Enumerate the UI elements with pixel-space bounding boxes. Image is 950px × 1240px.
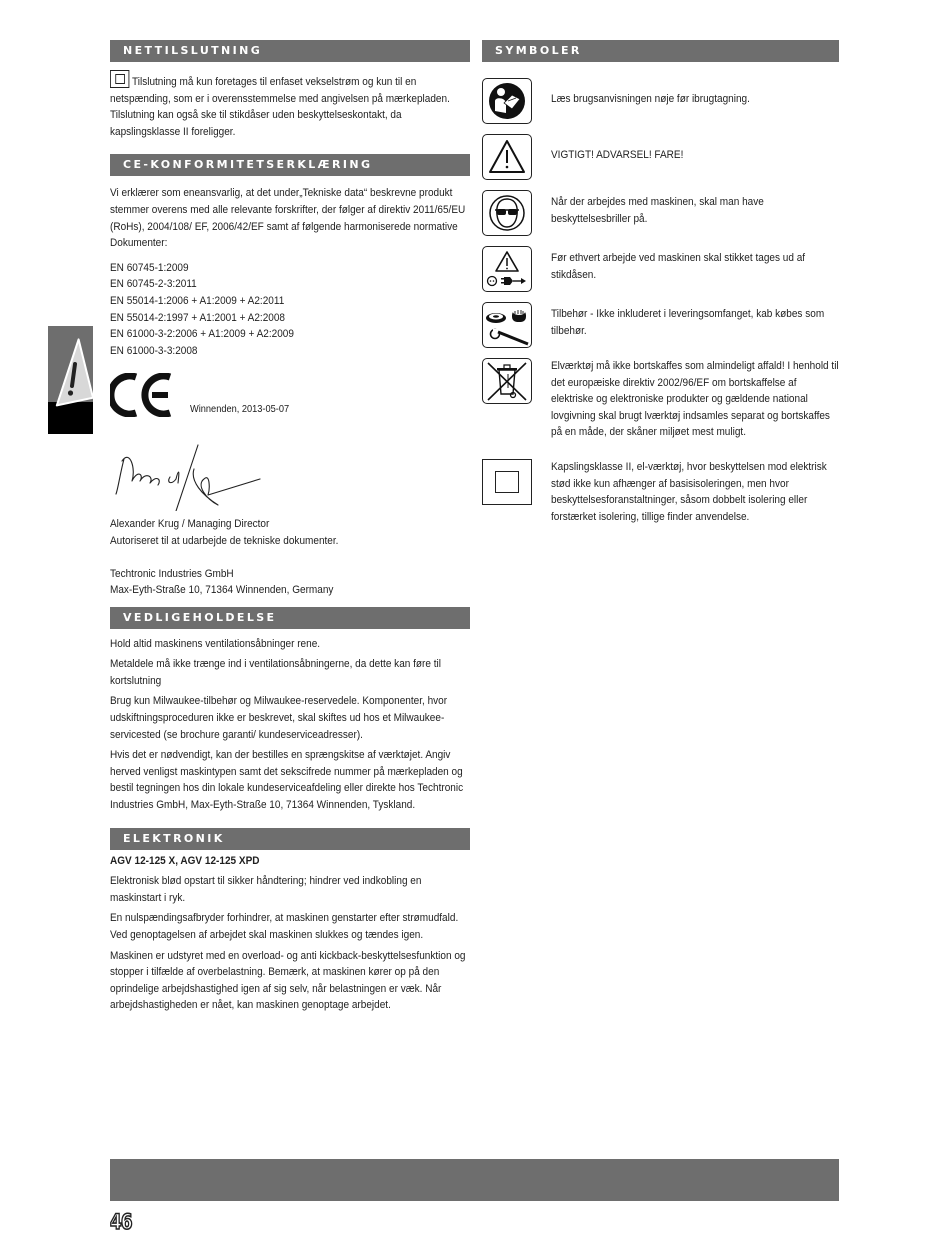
right-column [482, 40, 839, 525]
place-date: Winnenden, 2013-05-07 [190, 403, 290, 416]
standard-item: EN 60745-1:2009 [110, 261, 189, 274]
side-warning-tab [48, 326, 93, 434]
nettilslutning-paragraph [110, 70, 470, 140]
authorized-text: Autoriseret til at udarbejde de tekniske dokumenter. [110, 534, 339, 547]
section-header-ce: CE-KONFORMITETSERKLÆRING [110, 154, 470, 176]
read-manual-icon [482, 78, 532, 124]
company-address: Max-Eyth-Straße 10, 71364 Winnenden, Germany [110, 584, 334, 597]
nettilslutning-text: Tilslutning må kun foretages til enfaset vekselstrøm og kun til en netspænding, som er i overensstemmelse med angivelsen på mærkepladen. Tilslutning kan også ske til stikdåser uden beskyttelseskontakt, da kapslingsklasse II foreligger. [110, 76, 450, 138]
class-ii-icon [482, 459, 532, 505]
elektronik-paragraph: Maskinen er udstyret med en overload- og anti kickback-beskyttelsesfunktion og stopper i tilfælde af overbelastning. Bemærk, at maskinen kører op på den oprindelige arbejdshastighed igen af sig selv, når belastningen er væk. Når arbejdshastigheden er nået, kan maskinen genoptage arbejdet. [110, 949, 466, 1012]
elektronik-paragraph: Elektronisk blød opstart til sikker håndtering; hindrer ved indkobling en maskinstart i ryk. [110, 875, 422, 904]
standard-item: EN 61000-3-2:2006 + A1:2009 + A2:2009 [110, 328, 294, 341]
section-nettilslutning [110, 40, 470, 140]
section-header-elektronik: ELEKTRONIK [110, 828, 470, 850]
section-header-vedligeholdelse: VEDLIGEHOLDELSE [110, 607, 470, 629]
maintenance-paragraph: Brug kun Milwaukee-tilbehør og Milwaukee-reservedele. Komponenter, hvor udskiftningsproceduren ikke er beskrevet, skal skiftes ud hos et Milwaukee-servicested (se brochure garanti/ kundeserviceadresser). [110, 695, 448, 741]
symbol-item [482, 459, 839, 525]
signature-image [110, 439, 270, 511]
weee-bin-icon [482, 358, 532, 404]
symbol-item [482, 78, 839, 124]
standard-item: EN 60745-2-3:2011 [110, 278, 197, 291]
elektronik-models: AGV 12-125 X, AGV 12-125 XPD [110, 854, 260, 867]
left-column [110, 40, 470, 1014]
standard-item: EN 55014-2:1997 + A1:2001 + A2:2008 [110, 311, 286, 324]
symbol-item [482, 134, 839, 180]
section-header-nettilslutning: NETTILSLUTNING [110, 40, 470, 62]
symbol-text: Før ethvert arbejde ved maskinen skal stikket tages ud af stikdåsen. [551, 252, 806, 281]
signer-name: Alexander Krug / Managing Director [110, 518, 270, 531]
section-vedligeholdelse [110, 607, 470, 814]
symbol-text: Kapslingsklasse II, el-værktøj, hvor beskyttelsen mod elektrisk stød ikke kun afhænger af basisisoleringen, men hvor beskyttelsesforanstaltninger, såsom dobbelt isolering eller forstærket isolering, tillige finder anvendelse. [551, 460, 827, 523]
symbol-text: Når der arbejdes med maskinen, skal man have beskyttelsesbriller på. [551, 196, 764, 225]
section-ce [110, 154, 470, 598]
ce-mark-row [110, 373, 470, 431]
section-elektronik [110, 828, 470, 1014]
symbol-text: Elværktøj må ikke bortskaffes som almindeligt affald! I henhold til det europæiske direktiv 2002/96/EF om bortskaffelse af elektriske og elektroniske produkter og gældende national lovgivning skal brugt lværktøj indsamles separat og bortskaffes på en måde, der skåner miljøet mest muligt. [551, 360, 839, 439]
page-number: 46 [110, 1210, 132, 1234]
symbol-text: VIGTIGT! ADVARSEL! FARE! [551, 149, 684, 161]
ce-intro: Vi erklærer som eneansvarlig, at det under„Tekniske data“ beskrevne produkt stemmer overens med alle relevante forskrifter, der følger af direktiv 2011/65/EU (RoHs), 2004/108/ EF, 2006/42/EF samt af følgende harmoniserede normative Dokumenter: [110, 187, 466, 250]
safety-goggles-icon [482, 190, 532, 236]
symbol-text: Tilbehør - Ikke inkluderet i leveringsomfanget, kab købes som tilbehør. [551, 308, 825, 337]
maintenance-paragraph: Hvis det er nødvendigt, kan der bestilles en sprængskitse af værktøjet. Angiv herved venligst maskintypen samt det sekscifrede nummer på mærkepladen og bestil tegningen hos din lokale kundeserviceafdeling eller direkte hos Techtronic Industries GmbH, Max-Eyth-Straße 10, 71364 Winnenden, Tyskland. [110, 749, 464, 812]
symbol-item [482, 302, 839, 348]
standards-list [110, 260, 470, 360]
standard-item: EN 55014-1:2006 + A1:2009 + A2:2011 [110, 294, 285, 307]
class-ii-inline-icon [110, 70, 129, 88]
symbol-item [482, 358, 839, 441]
unplug-icon [482, 246, 532, 292]
symbol-item [482, 190, 839, 236]
maintenance-paragraph: Metaldele må ikke trænge ind i ventilationsåbningerne, da dette kan føre til kortslutning [110, 658, 441, 687]
company-name: Techtronic Industries GmbH [110, 567, 234, 580]
standard-item: EN 61000-3-3:2008 [110, 344, 198, 357]
warning-tab-icon [48, 326, 93, 434]
maintenance-paragraph: Hold altid maskinens ventilationsåbninger rene. [110, 637, 321, 650]
elektronik-paragraph: En nulspændingsafbryder forhindrer, at maskinen genstarter efter strømudfald. Ved genoptagelsen af arbejdet skal maskinen slukkes og tændes igen. [110, 912, 459, 941]
warning-triangle-icon [482, 134, 532, 180]
symbol-item [482, 246, 839, 292]
symbol-text: Læs brugsanvisningen nøje før ibrugtagning. [551, 93, 750, 105]
accessories-icon [482, 302, 532, 348]
section-header-symboler: SYMBOLER [482, 40, 839, 62]
footer-bar [110, 1159, 839, 1201]
ce-mark-icon [110, 373, 172, 417]
